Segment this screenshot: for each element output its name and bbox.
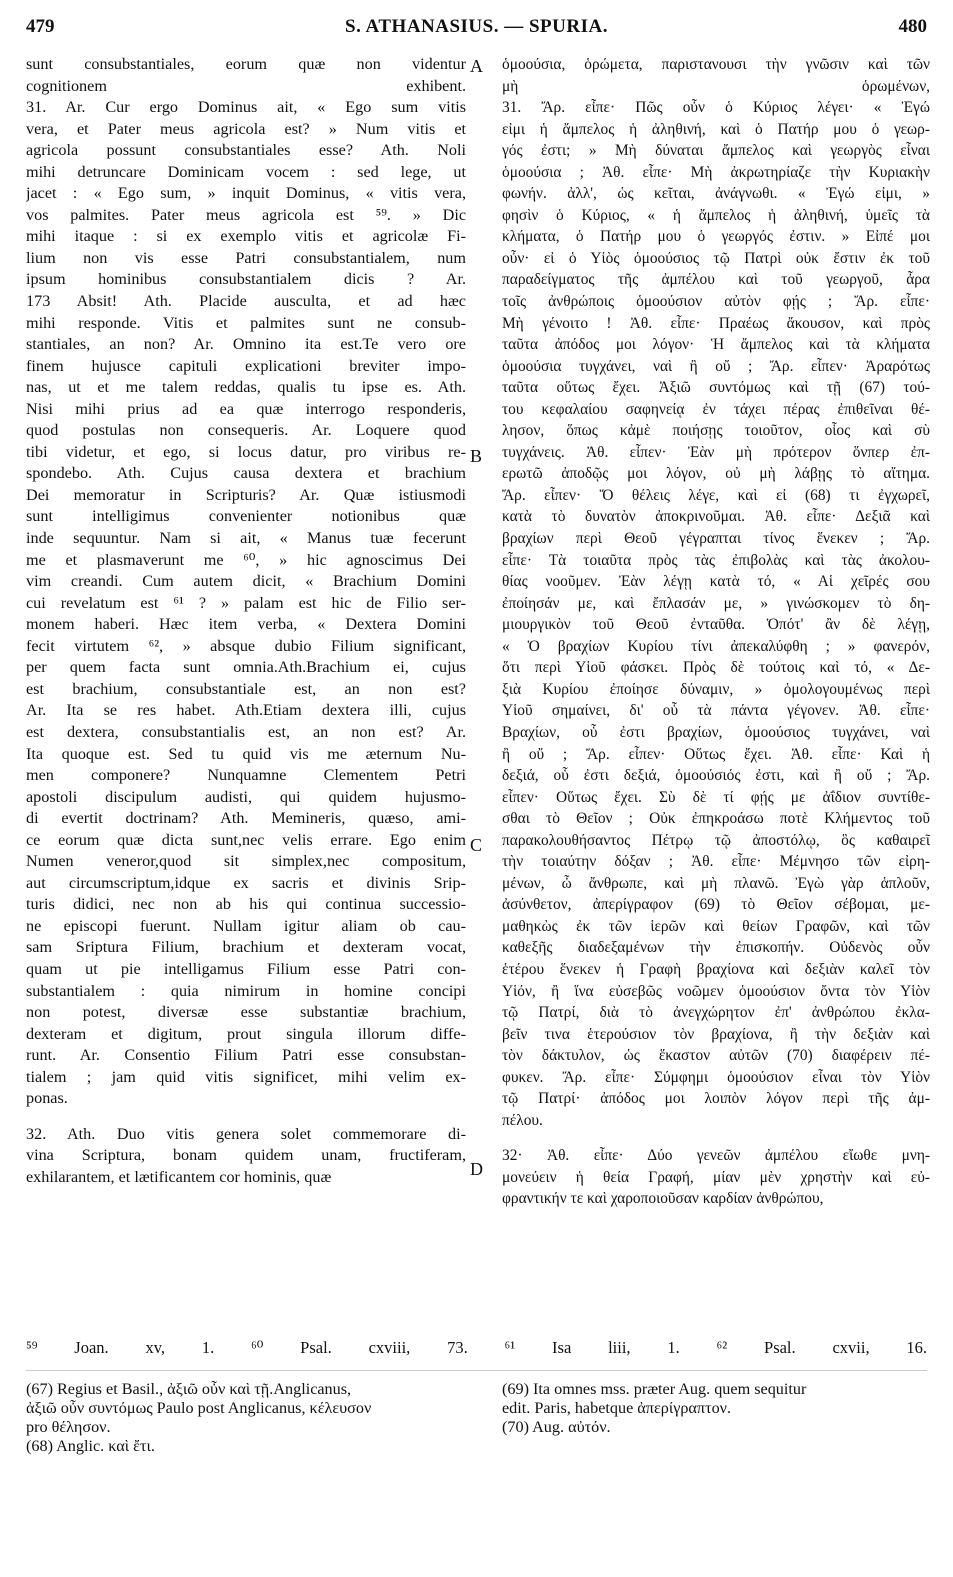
greek-text-line: ὁμοούσια ; Ἀθ. εἶπε· Μὴ ἀκρωτηρίαζε τὴν Κυριακὴν: [502, 163, 930, 181]
latin-text-line: inde sequuntur. Nam si ait, « Manus tuæ fecerunt: [26, 529, 466, 548]
latin-text-line: per quem facta sunt omnia.Ath.Brachium ei, cujus: [26, 658, 466, 677]
footnote-divider: [26, 1370, 927, 1371]
greek-text-line: τῷ Πατρί, διὰ τὸ ἀνεγχώρητον ἐπ' ἀνθρώπου ἐκλα-: [502, 1004, 930, 1022]
latin-text-line: Ita quoque est. Sed tu quid vis me æternum Nu-: [26, 744, 466, 763]
latin-text-line: cognitionem exhibent.: [26, 76, 466, 95]
latin-text-line: cui revelatum est ⁶¹ ? » palam est hic de Filio ser-: [26, 593, 466, 612]
greek-text-line: ὅτι περὶ Υἱοῦ φάσκει. Πρὸς δὲ τούτοις καὶ τό, « Δε-: [502, 659, 930, 677]
greek-text-line: φραντικήν τε καὶ χαροποιοῦσαν καρδίαν ἀνθρώπου,: [502, 1190, 824, 1208]
latin-text-line: aut circumscriptum,idque ex sacris et divinis Srip-: [26, 873, 466, 892]
greek-text-line: δεξιά, οὗ ἐστι δεξιά, ὁμοούσιός ἐστι, καὶ ἢ οὔ ; Ἄρ.: [502, 767, 930, 785]
footnote-line: (68) Anglic. καὶ ἔτι.: [26, 1437, 155, 1455]
greek-text-line: παρακολουθήσαντος Πέτρῳ τῷ ἀποστόλῳ, ὃς καθαιρεῖ: [502, 831, 930, 849]
latin-text-line: Dei memoratur in Scripturis? Ar. Quæ istiusmodi: [26, 485, 466, 504]
scripture-references: ⁵⁹ Joan. xv, 1. ⁶⁰ Psal. cxviii, 73. ⁶¹ Isa liii, 1. ⁶² Psal. cxvii, 16.: [26, 1338, 927, 1357]
greek-text-line: κατὰ τὸ δυνατὸν ἀποκρινοῦμαι. Ἀθ. εἶπε· Δεξιᾶ καὶ: [502, 508, 930, 526]
latin-text-line: finem hujusce capituli explicationi breviter impo-: [26, 356, 466, 375]
latin-text-line: spondebo. Ath. Cujus causa dextera et brachium: [26, 464, 466, 483]
greek-text-line: κλήματα, ὁ Πατήρ μου ὁ γεωργός ἐστιν. » Εἰπέ μοι: [502, 228, 930, 246]
paragraph-gap: [26, 1110, 466, 1124]
greek-text-line: καθεξῆς διαδεξαμένων τὴν ἐπισκοπήν. Οὐδενὸς οὖν: [502, 939, 930, 957]
latin-text-line: 173 Absit! Ath. Placide ausculta, et ad hæc: [26, 292, 466, 311]
greek-text-line: τὴν τοιαύτην δόξαν ; Ἀθ. εἶπε· Μέμνησο τῶν εἰρη-: [502, 853, 930, 871]
greek-text-line: εἶπε· Τὰ τοιαῦτα πρὸς τὰς ἐπιβολὰς καὶ τὰς ἀκολου-: [502, 551, 930, 569]
greek-text-line: μονεύειν ἡ θεία Γραφή, μίαν μὲν χρηστὴν καὶ εὐ-: [502, 1168, 930, 1186]
running-header: [26, 16, 927, 44]
greek-text-line: βεῖν τινα ἑτερούσιον τὸν βραχίονα, ἢ τὴν δεξιὰν καὶ: [502, 1025, 930, 1043]
greek-text-line: εἰμι ἡ ἄμπελος ἡ ἀληθινή, καὶ ὁ Πατήρ μου ὁ γεωρ-: [502, 120, 930, 138]
greek-text-line: τὸν δάκτυλον, ὡς ἕκαστον αὐτῶν (70) διαφέρειν πέ-: [502, 1047, 930, 1065]
latin-text-line: 31. Ar. Cur ergo Dominus ait, « Ego sum vitis: [26, 98, 466, 117]
latin-text-line: vina Scriptura, bonam quidem unam, fructiferam,: [26, 1146, 466, 1165]
latin-text-line: quam ut pie intelligamus Filium esse Patri con-: [26, 959, 466, 978]
page-number-left: 479: [26, 16, 55, 37]
greek-text-line: τοῖς ἀνθρώποις ὁμοούσιον αὐτὸν φῄς ; Ἄρ. εἶπε·: [502, 293, 930, 311]
footnotes-right: [502, 1380, 930, 1437]
latin-text-line: monem haberi. Hæc item verba, « Dextera Domini: [26, 615, 466, 634]
greek-text-line: οὖν· εἰ ὁ Υἱὸς ὁμοούσιος τῷ Πατρὶ οὐκ ἔστιν ἐκ τοῦ: [502, 249, 930, 267]
greek-text-line: σθαι τὸ Θεῖον ; Οὐκ ἐπηκροάσω ποτὲ Κλήμεντος τοῦ: [502, 810, 930, 828]
latin-text-line: tibi videtur, et ego, si locus datur, pro viribus re-: [26, 442, 466, 461]
latin-text-line: runt. Ar. Consentio Filium Patri esse consubstan-: [26, 1046, 466, 1065]
greek-text-line: εἶπεν· Οὕτως ἔχει. Σὺ δὲ τί φῄς με ἀΐδιον συντίθε-: [502, 788, 930, 806]
section-marker-c: C: [470, 835, 483, 855]
section-marker-d: D: [470, 1159, 483, 1179]
latin-text-line: est dextera, consubstantialis est, an non est? Ar.: [26, 722, 466, 741]
footnote-line: edit. Paris, habetque ἀπερίγραπτον.: [502, 1399, 732, 1417]
greek-text-line: « Ὁ βραχίων Κυρίου τίνι ἀπεκαλύφθη ; » φανερόν,: [502, 637, 930, 655]
latin-text-line: me et plasmaverunt me ⁶⁰, » hic agnoscimus Dei: [26, 550, 466, 569]
latin-text-line: exhilarantem, et lætificantem cor hominis, quæ: [26, 1167, 332, 1186]
latin-text-line: turis didici, nec non ab his qui continua successio-: [26, 895, 466, 914]
greek-text-line: ερωτῶ ἀποδῷς μοι λόγον, οὐ μὴ λάβῃς τὸ αἴτημα.: [502, 465, 930, 483]
greek-column: [502, 54, 930, 1210]
greek-text-line: ἀσύνθετον, ἀπερίγραφον (69) τὸ Θεῖον σέβομαι, με-: [502, 896, 930, 914]
latin-text-line: non potest, diversæ esse substantiæ brachium,: [26, 1003, 466, 1022]
greek-text-line: μαθηκὼς ἐκ τῶν ἱερῶν καὶ θείων Γραφῶν, καὶ τῶν: [502, 917, 930, 935]
footnote-line: ἀξιῶ οὖν συντόμως Paulo post Anglicanus, κέλευσον: [26, 1399, 372, 1417]
greek-text-line: φωνήν. ἀλλ', ὡς κεῖται, ἀνάγνωθι. « Ἐγώ εἰμι, »: [502, 185, 930, 203]
greek-text-line: τυγχάνεις. Ἀθ. εἶπεν· Ἐὰν μὴ πρότερον ὅνπερ ἐπ-: [502, 443, 930, 461]
latin-text-line: di evertit doctrinam? Ath. Memineris, quæso, ami-: [26, 809, 466, 828]
paragraph-gap: [502, 1131, 930, 1145]
greek-text-line: φυκεν. Ἄρ. εἶπε· Σύμφημι ὁμοούσιον εἶναι τὸν Υἱὸν: [502, 1068, 930, 1086]
latin-text-line: tialem ; jam quid vitis significet, mihi velim ex-: [26, 1067, 466, 1086]
latin-text-line: Ar. Ita se res habet. Ath.Etiam dextera illi, cujus: [26, 701, 466, 720]
footnote-line: pro θέλησον.: [26, 1418, 111, 1436]
greek-text-line: ὁμοούσια, ὁρώμετα, παριστανουσι τὴν γνῶσιν καὶ τῶν: [502, 56, 930, 73]
greek-text-line: Υἱόν, ἢ ἵνα εὐσεβῶς νοῶμεν ὁμοούσιον ὄντα τὸν Υἱὸν: [502, 982, 930, 1000]
latin-text-line: ce eorum quæ dicta sunt,nec velis errare. Ego enim: [26, 830, 466, 849]
latin-text-line: mihi detruncare Dominicam vocem : sed lege, ut: [26, 162, 466, 181]
greek-text-line: Μὴ γένοιτο ! Ἀθ. εἶπε· Πραέως ἄκουσον, καὶ πρὸς: [502, 314, 930, 332]
latin-text-line: ne episcopi fuerunt. Nullam igitur aliam ob cau-: [26, 916, 466, 935]
footnote-line: (70) Aug. αὐτόν.: [502, 1418, 611, 1436]
latin-text-line: Numen veneror,quod sit simplex,nec compositum,: [26, 852, 466, 871]
latin-text-line: vera, et Pater meus agricola est? » Num vitis et: [26, 119, 466, 138]
latin-text-line: fecit virtutem ⁶², » absque dubio Filium significant,: [26, 636, 466, 655]
latin-text-line: men componere? Nunquamne Clementem Petri: [26, 766, 466, 785]
greek-text-line: Ἄρ. εἶπεν· Ὅ θέλεις λέγε, καὶ εἰ (68) τι ἐγχωρεῖ,: [502, 486, 930, 504]
footnote-line: (67) Regius et Basil., ἀξιῶ οὖν καὶ τῇ.Anglicanus,: [26, 1380, 352, 1398]
greek-text-line: ὁμοούσια τυγχάνει, ναὶ ἢ οὔ ; Ἄρ. εἶπεν· Ἀραρότως: [502, 357, 930, 375]
latin-text-line: vos palmites. Pater meus agricola est ⁵⁹. » Dic: [26, 205, 466, 224]
greek-text-line: ταῦτα οὕτως ἔχει. Ἀξιῶ συντόμως καὶ τῇ (67) τού-: [502, 379, 930, 397]
latin-text-line: agricola possunt consubstantiales esse? Ath. Noli: [26, 141, 466, 160]
latin-text-line: mihi itaque : si ex exemplo vitis et agricolæ Fi-: [26, 227, 466, 246]
latin-text-line: nas, ut et me talem reddas, qualis tu ipse es. Ath.: [26, 378, 466, 397]
greek-text-line: θίας νοοῦμεν. Ἐὰν λέγῃ κατὰ τό, « Αἱ χεῖρές σου: [502, 573, 930, 591]
greek-text-line: γός ἐστι; » Μὴ δύναται ἄμπελος καὶ γεωργὸς εἶναι: [502, 142, 930, 160]
greek-text-line: μιουργικὸν τοῦ Θεοῦ ἐνταῦθα. Ὁπότ' ἂν δὲ λέγῃ,: [502, 616, 930, 634]
latin-text-line: sunt consubstantiales, eorum quæ non videntur: [26, 55, 466, 73]
greek-text-line: παραδείγματος τῆς ἀμπέλου καὶ τοῦ γεωργοῦ, ἆρα: [502, 271, 930, 289]
latin-text-line: jacet : « Ego sum, » inquit Dominus, « vitis vera,: [26, 184, 466, 203]
latin-text-line: sunt intelligimus convenienter notionibus quæ: [26, 507, 466, 526]
latin-text-line: Nisi mihi prius ad ea quæ interrogo responderis,: [26, 399, 466, 418]
latin-text-line: 32. Ath. Duo vitis genera solet commemorare di-: [26, 1124, 466, 1143]
greek-text-line: Βραχίων, οὗ ἐστι βραχίων, ὁμοούσιος τυγχάνει, ναὶ: [502, 723, 930, 741]
latin-text-line: apostoli discipulum audisti, qui quidem hujusmo-: [26, 787, 466, 806]
greek-text-line: ταῦτα ἀπόδος μοι λόγον· Ἡ ἄμπελος καὶ τὰ κλήματα: [502, 336, 930, 354]
greek-text-line: του κεφαλαίου σαφηνείᾳ ἐν τάχει πέρας ἐπιθεῖναι θέ-: [502, 400, 930, 418]
latin-text-line: substantialem : quia nimirum in homine concipi: [26, 981, 466, 1000]
greek-text-line: βραχίων περὶ Θεοῦ γέγραπται τίνος ἕνεκεν ; Ἄρ.: [502, 530, 930, 548]
footnotes-left: [26, 1380, 466, 1456]
greek-text-line: μένων, ὦ ἄνθρωπε, καὶ μὴ πλανῶ. Ἐγὼ γὰρ ἁπλοῦν,: [502, 874, 930, 892]
latin-text-line: mihi responde. Vitis et palmites sunt ne consub-: [26, 313, 466, 332]
latin-text-line: est brachium, consubstantiale est, an non est?: [26, 679, 466, 698]
greek-text-line: Υἱοῦ σημαίνει, δι' οὗ τὰ πάντα γέγονεν. Ἀθ. εἶπε·: [502, 702, 930, 720]
greek-text-line: φησὶν ὁ Κύριος, « ἡ ἄμπελος ἡ ἀληθινή, ὑμεῖς τὰ: [502, 206, 930, 224]
running-title: S. ATHANASIUS. — SPURIA.: [345, 16, 608, 37]
latin-text-line: ipsum hominibus consubstantialem dicis ? Ar.: [26, 270, 466, 289]
greek-text-line: λησον, ὅπως κἀμὲ ποιήσῃς τοιοῦτον, οἷος καὶ σὺ: [502, 422, 930, 440]
latin-text-line: vim creandi. Cum autem dicit, « Brachium Domini: [26, 572, 466, 591]
greek-text-line: ἐποίησάν με, καὶ ἔπλασάν με, » γινώσκομεν τὸ δη-: [502, 594, 930, 612]
latin-column: [26, 54, 466, 1188]
footnote-line: (69) Ita omnes mss. præter Aug. quem sequitur: [502, 1380, 807, 1398]
latin-text-line: stantiales, an non? Ar. Omnino ita est.Te vero ore: [26, 335, 466, 354]
latin-text-line: ponas.: [26, 1089, 68, 1108]
section-marker-a: A: [470, 56, 483, 76]
latin-text-line: lium non vis esse Patri consubstantialem, num: [26, 248, 466, 267]
greek-text-line: ξιὰ Κυρίου ἐποίησε δύναμιν, » ὁμολογουμένως περὶ: [502, 680, 930, 698]
latin-text-line: dexteram et digitum, prout singula illorum diffe-: [26, 1024, 466, 1043]
greek-text-line: 32· Ἀθ. εἶπε· Δύο γενεῶν ἀμπέλου εἴωθε μνη-: [502, 1147, 930, 1165]
greek-text-line: τῷ Πατρί· ἀπόδος μοι λοιπὸν λόγον περὶ τῆς ἀμ-: [502, 1090, 930, 1108]
greek-text-line: πέλου.: [502, 1111, 543, 1129]
greek-text-line: μὴ ὁρωμένων,: [502, 77, 930, 95]
latin-text-line: quod postulas non consequeris. Ar. Loquere quod: [26, 421, 466, 440]
section-marker-b: B: [470, 446, 483, 466]
greek-text-line: ἑτέρου ἕνεκεν ἡ Γραφὴ βραχίονα καὶ δεξιὰν καλεῖ τὸν: [502, 960, 930, 978]
latin-text-line: sam Sriptura Filium, brachium et dexteram vocat,: [26, 938, 466, 957]
greek-text-line: ἢ οὔ ; Ἄρ. εἶπεν· Οὕτως ἔχει. Ἀθ. εἶπε· Καὶ ἡ: [502, 745, 930, 763]
page-number-right: 480: [898, 16, 927, 37]
greek-text-line: 31. Ἄρ. εἶπε· Πῶς οὖν ὁ Κύριος λέγει· « Ἐγώ: [502, 99, 930, 117]
